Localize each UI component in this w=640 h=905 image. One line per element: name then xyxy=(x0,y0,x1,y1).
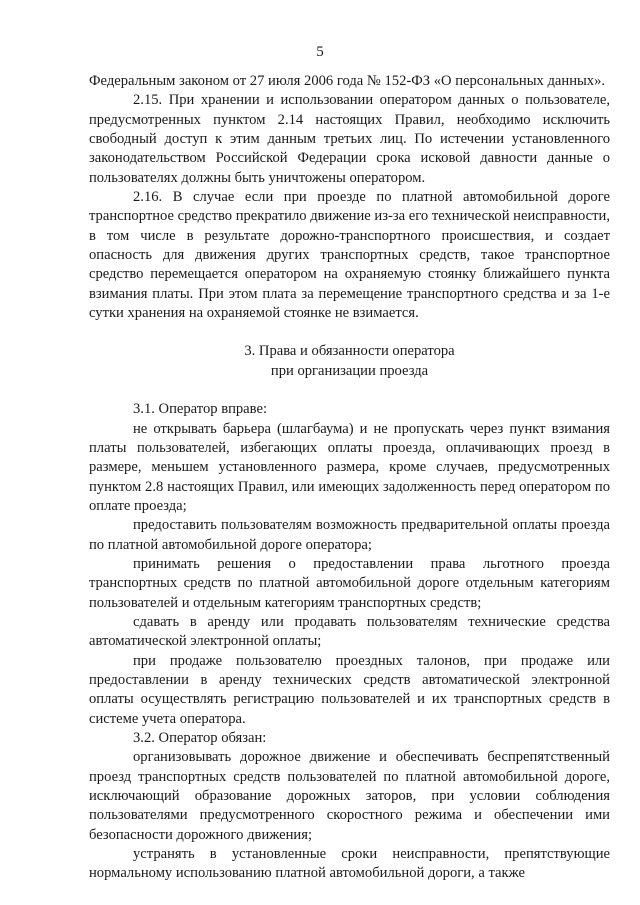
section-heading-line2: при организации проезда xyxy=(270,362,429,379)
para-3-1-rent: сдавать в аренду или продавать пользователям технические средства автоматической электронной оплаты; xyxy=(89,613,610,650)
para-2-16: 2.16. В случае если при проезде по платной автомобильной дороге транспортное средство прекратило движение из-за его технической неисправности, в том числе в результате дорожно-транспортного происшествия, и создает опасность для движения других транспортных средств, такое транспортное средство перемещается оператором на охраняемую стоянку ближайшего пункта взимания платы. При этом плата за перемещение транспортного средства и за 1-е сутки хранения на охраняемой стоянке не взимается. xyxy=(89,189,610,322)
document-body xyxy=(89,72,610,884)
para-3-1-registration: при продаже пользователю проездных талонов, при продаже или предоставлении в аренду технических средств автоматической электронной оплаты осуществлять регистрацию пользователей и их транспортных средств в системе учета оператора. xyxy=(89,652,610,727)
page-number: 5 xyxy=(316,44,324,60)
para-3-2: 3.2. Оператор обязан: xyxy=(133,730,267,746)
para-law-reference-continued: Федеральным законом от 27 июля 2006 года № 152-ФЗ «О персональных данных». xyxy=(89,73,606,89)
section-heading-line1: 3. Права и обязанности оператора xyxy=(244,343,455,360)
para-3-2-organize: организовывать дорожное движение и обеспечивать беспрепятственный проезд транспортных средств пользователей по платной автомобильной дороге, исключающий образование дорожных заторов, при условии соблюдения пользователями предусмотренного скоростного режима и обеспечении ими безопасности дорожного движения; xyxy=(89,749,610,843)
para-3-2-repair: устранять в установленные сроки неисправности, препятствующие нормальному использованию платной автомобильной дороги, а также xyxy=(89,846,610,882)
para-3-1-privileges: принимать решения о предоставлении права льготного проезда транспортных средств по платной автомобильной дороге отдельным категориям пользователей и отдельным категориям транспортных средств; xyxy=(89,555,610,611)
para-3-1-barrier: не открывать барьера (шлагбаума) и не пропускать через пункт взимания платы пользователей, избегающих оплаты проезда, оплачивающих проезд в размере, меньшем установленного размера, кроме случаев, предусмотренных пунктом 2.8 настоящих Правил, или имеющих задолженность перед оператором по оплате проезда; xyxy=(89,420,610,514)
para-2-15: 2.15. При хранении и использовании оператором данных о пользователе, предусмотренных пунктом 2.14 настоящих Правил, необходимо исключить свободный доступ к этим данным третьих лиц. По истечении установленного законодательством Российской Федерации срока исковой давности данные о пользователях должны быть уничтожены оператором. xyxy=(89,92,610,186)
para-3-1-prepayment: предоставить пользователям возможность предварительной оплаты проезда по платной автомобильной дороге оператора; xyxy=(89,517,610,553)
section-heading xyxy=(89,342,610,381)
para-3-1: 3.1. Оператор вправе: xyxy=(133,401,268,418)
